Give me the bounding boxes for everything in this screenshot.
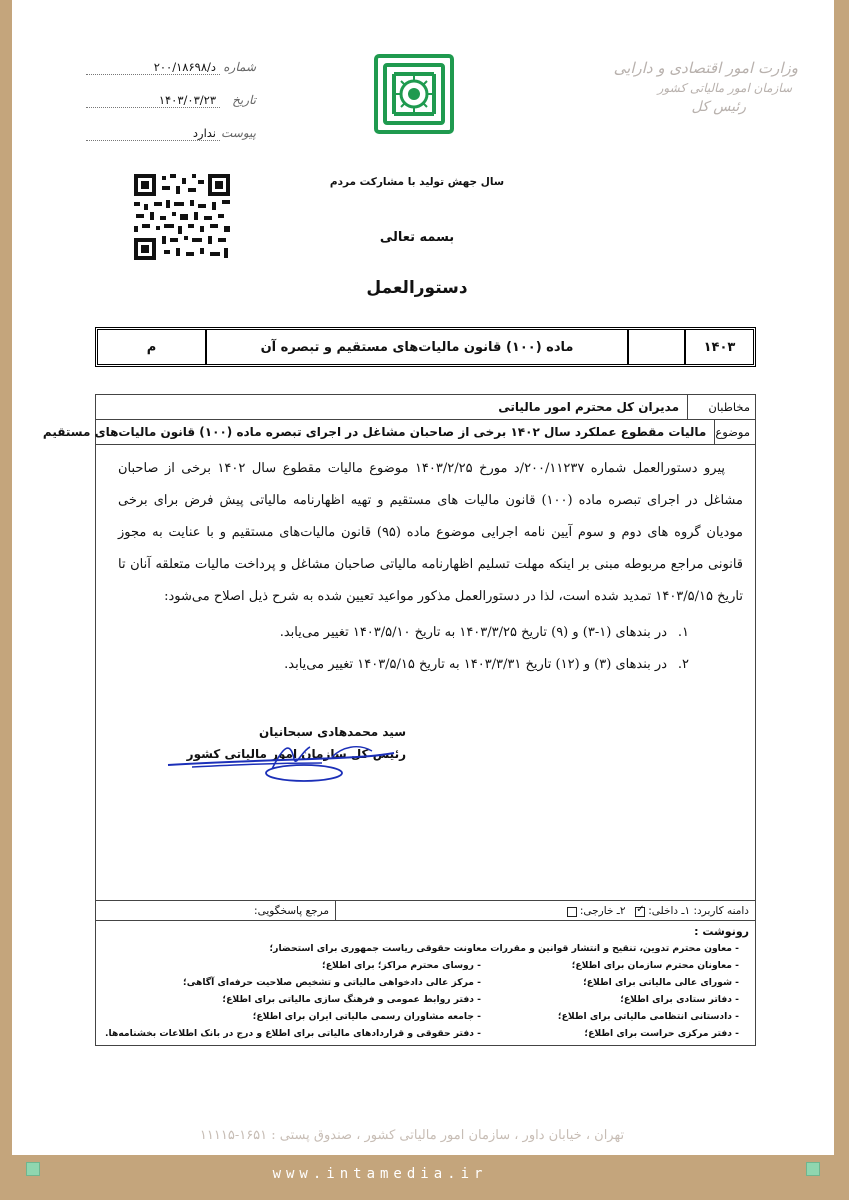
directive-paragraph: پیرو دستورالعمل شماره ۲۰۰/۱۱۲۳۷/د مورخ ۱۴۰۳/۲/۲۵ موضوع مالیات مقطوع سال ۱۴۰۲ برخی از صاحبان مشاغل در اجرای تبصره ماده (۱۰۰) قانون مالیات های مستقیم و تهیه اظهارنامه مالیاتی پیش فرض برای برخی مودیان گروه های دوم و سوم آیین نامه اجرایی موضوع ماده (۹۵) قانون مالیات‌های مستقیم و با عنایت به مجوز قانونی مراجع مربوطه مبنی بر اینکه مهلت تسلیم اظهارنامه مالیاتی صاحبان مشاغل و پرداخت مالیات متعلقه آنان تا تاریخ ۱۴۰۳/۵/۱۵ تمدید شده است، لذا در دستورالعمل مذکور مواعید تعیین شده به شرح ذیل اصلاح می‌شود: — [118, 461, 743, 604]
reference-label: مرجع پاسخگویی: — [254, 904, 329, 917]
letter-date-label: تاریخ — [232, 93, 256, 107]
directive-title-table — [95, 327, 756, 367]
title-cell-empty — [627, 330, 684, 364]
application-scope-row — [96, 900, 755, 921]
cc-item: - دفتر روابط عمومی و فرهنگ سازی مالیاتی برای اطلاع؛ — [222, 994, 481, 1005]
carbon-copy-section — [96, 923, 755, 1042]
list-item-text: در بندهای (۳) و (۱۲) تاریخ ۱۴۰۳/۳/۳۱ به تاریخ ۱۴۰۳/۵/۱۵ تغییر می‌یابد. — [284, 657, 667, 672]
letter-date-value: ۱۴۰۳/۰۳/۲۳ — [86, 93, 220, 108]
footer-square-icon — [26, 1162, 40, 1176]
attachment-row — [86, 126, 256, 146]
basmala: بسمه تعالی — [379, 230, 455, 245]
cc-item: - دفاتر ستادی برای اطلاع؛ — [620, 994, 739, 1005]
qr-code-icon — [132, 172, 232, 262]
cc-list — [96, 957, 749, 1042]
footer-website: www.intamedia.ir — [272, 1166, 488, 1182]
recipients-label: مخاطبان — [687, 395, 755, 419]
list-item — [96, 617, 689, 649]
subject-row — [42, 420, 755, 445]
tax-organization-emblem-icon — [372, 52, 456, 136]
cc-item: - جامعه مشاوران رسمی مالیاتی ایران برای اطلاع؛ — [252, 1011, 481, 1022]
signature-block — [176, 715, 406, 805]
letter-metadata — [86, 60, 256, 159]
letter-sheet — [12, 0, 834, 1155]
document-title: دستورالعمل — [366, 278, 468, 298]
reference-cell — [96, 901, 335, 920]
amendment-list — [96, 617, 755, 681]
attachment-label: پیوست — [221, 126, 256, 140]
subject-value: مالیات مقطوع عملکرد سال ۱۴۰۲ برخی از صاحبان مشاغل در اجرای تبصره ماده (۱۰۰) قانون مالیات‌های مستقیم — [42, 425, 707, 439]
list-item-number: ۲. — [677, 657, 689, 672]
recipients-value: مدیران کل محترم امور مالیاتی — [498, 400, 679, 414]
attachment-value: ندارد — [86, 126, 220, 141]
scope-label: دامنه کاربرد: — [693, 904, 749, 917]
ministry-header — [608, 58, 798, 117]
external-checkbox[interactable] — [567, 907, 577, 917]
letter-number-value: د/۲۰۰/۱۸۶۹۸ — [86, 60, 220, 75]
recipients-row — [96, 395, 755, 420]
directive-body-box — [42, 394, 756, 1046]
list-item — [96, 649, 689, 681]
organization-name: سازمان امور مالیاتی کشور — [657, 80, 792, 95]
cc-item: - معاون محترم تدوین، تنقیح و انتشار قوانین و مقررات معاونت حقوقی ریاست جمهوری برای استحضار؛ — [269, 943, 739, 954]
cc-item: - دادستانی انتظامی مالیاتی برای اطلاع؛ — [557, 1011, 739, 1022]
scope-cell — [335, 901, 755, 920]
signatory-title: رئیس کل سازمان امور مالیاتی کشور — [186, 747, 406, 761]
scope-external-label: ۲ـ خارجی: — [579, 904, 626, 917]
cc-item: - معاونان محترم سازمان برای اطلاع؛ — [571, 960, 739, 971]
title-cell-year: ۱۴۰۳ — [684, 330, 753, 364]
cc-item: - روسای محترم مراکز؛ برای اطلاع؛ — [322, 960, 481, 971]
cc-item: - دفتر حقوقی و قراردادهای مالیاتی برای اطلاع و درج در بانک اطلاعات بخشنامه‌ها. — [105, 1028, 481, 1039]
footer-square-icon — [806, 1162, 820, 1176]
letter-date-row — [86, 93, 256, 113]
footer-address: تهران ، خیابان داور ، سازمان امور مالیاتی کشور ، صندوق پستی : ۱۶۵۱-۱۱۱۱۵ — [199, 1128, 625, 1143]
cc-item: - مرکز عالی دادخواهی مالیاتی و تشخیص صلاحیت حرفه‌ای آگاهی؛ — [183, 977, 481, 988]
title-cell-code: م — [146, 339, 157, 355]
year-slogan: سال جهش تولید با مشارکت مردم — [329, 176, 505, 188]
list-item-text: در بندهای (۱-۳) و (۹) تاریخ ۱۴۰۳/۳/۲۵ به تاریخ ۱۴۰۳/۵/۱۰ تغییر می‌یابد. — [279, 625, 667, 640]
signatory-name: سید محمدهادی سبحانیان — [258, 725, 406, 739]
ministry-name: وزارت امور اقتصادی و دارایی — [613, 59, 798, 77]
office-name: رئیس کل — [691, 99, 746, 116]
handwritten-signature-icon — [162, 729, 402, 789]
cc-item: - دفتر مرکزی حراست برای اطلاع؛ — [584, 1028, 739, 1039]
scope-internal-label: ۱ـ داخلی: — [648, 904, 691, 917]
letter-number-label: شماره — [223, 60, 256, 74]
internal-checkbox[interactable] — [635, 907, 645, 917]
subject-label: موضوع — [714, 420, 755, 444]
cc-item: - شورای عالی مالیاتی برای اطلاع؛ — [583, 977, 739, 988]
title-cell-subject: ماده (۱۰۰) قانون مالیات‌های مستقیم و تبصره آن — [205, 330, 627, 364]
list-item-number: ۱. — [677, 625, 689, 640]
letter-number-row — [86, 60, 256, 80]
cc-title: رونوشت : — [694, 925, 749, 938]
